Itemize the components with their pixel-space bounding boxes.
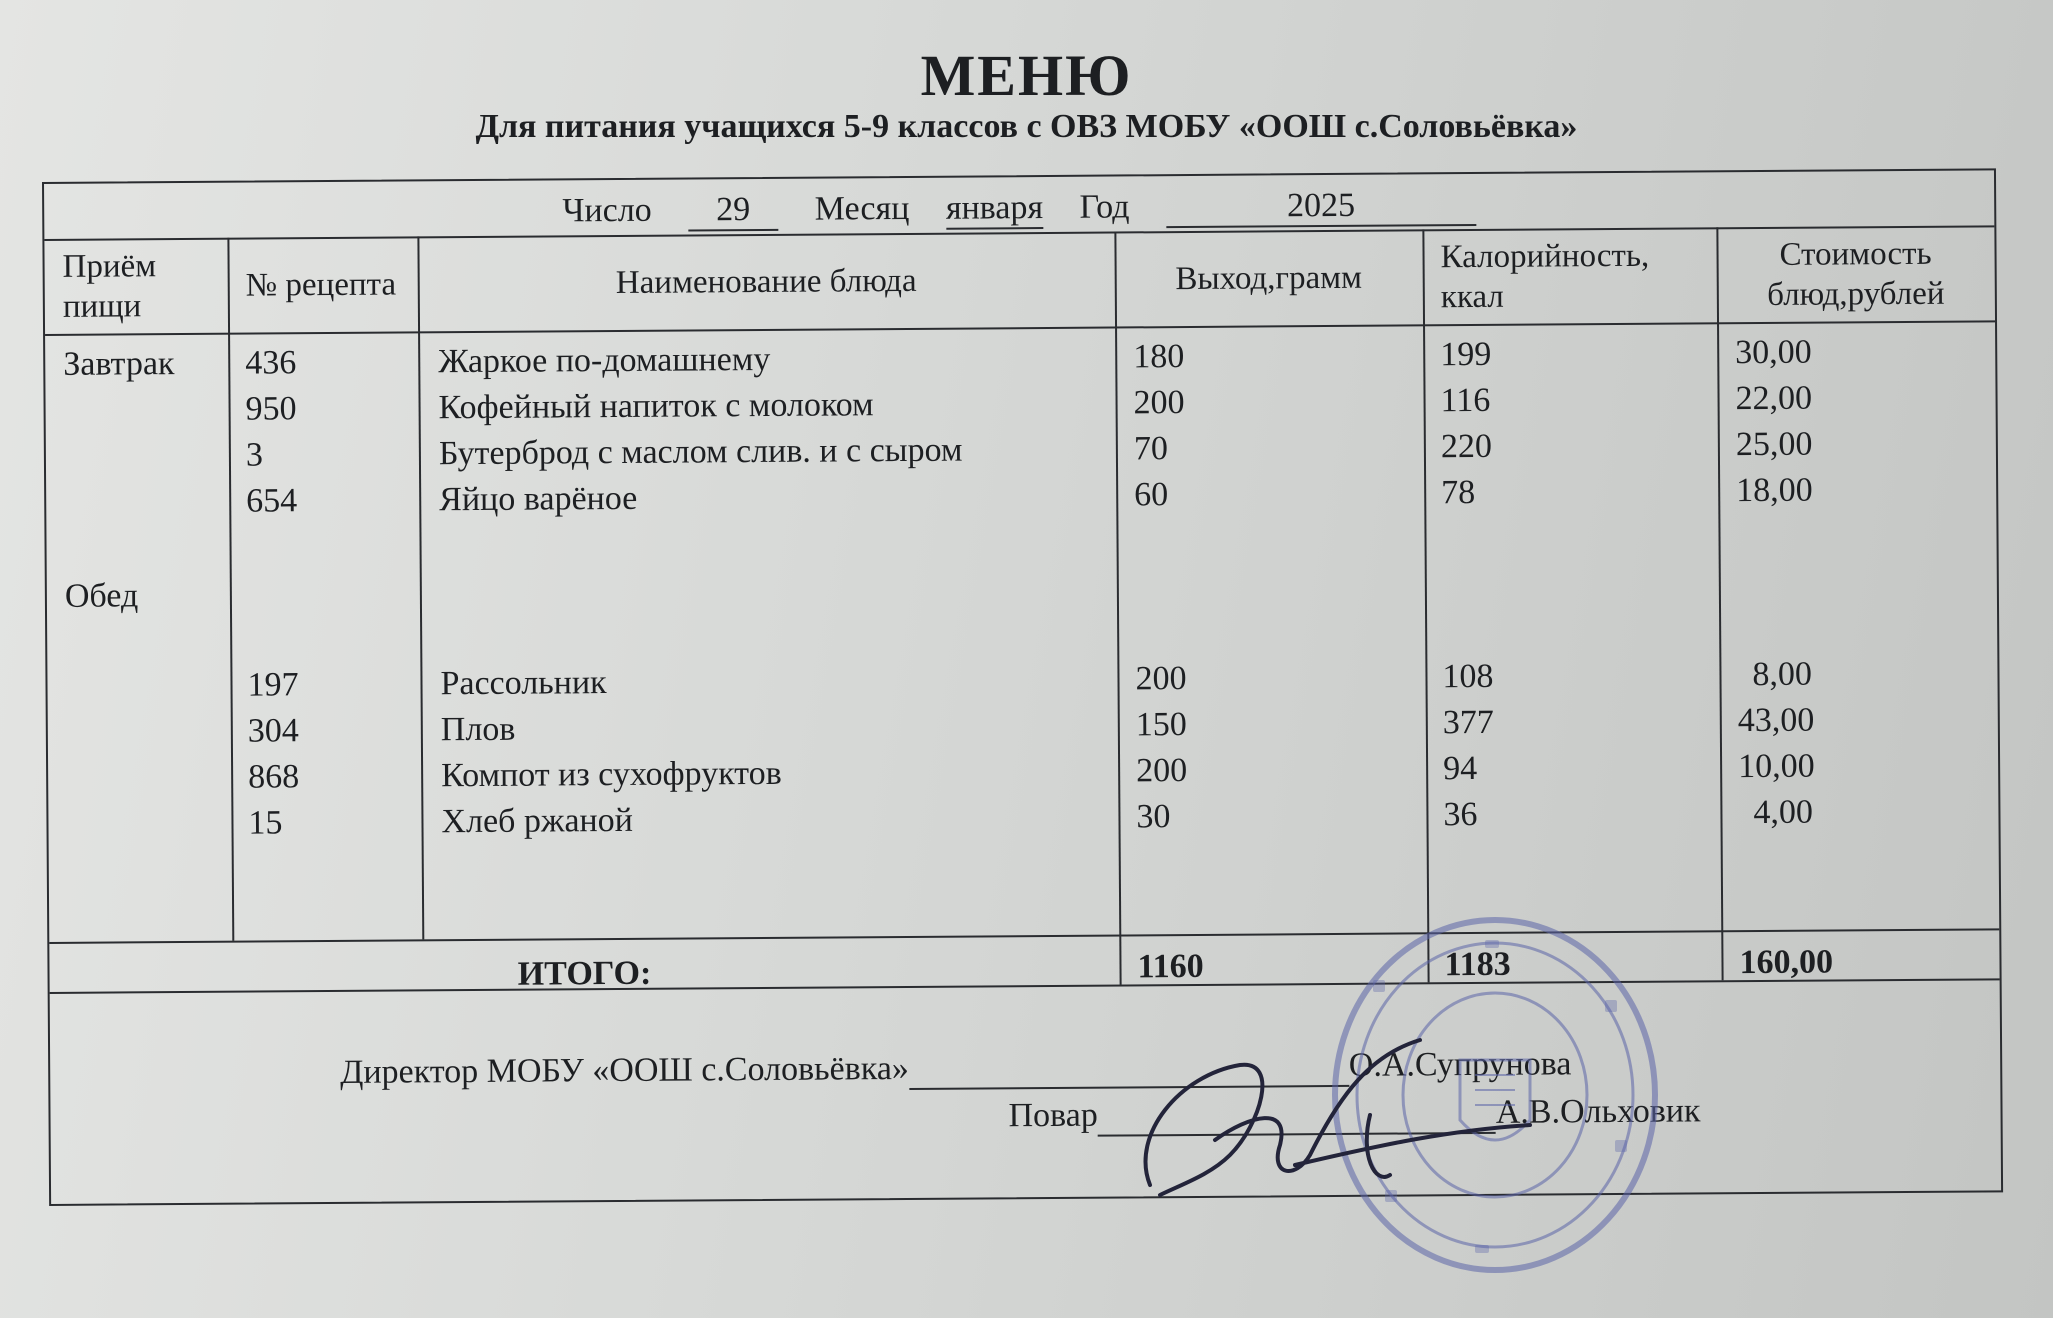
- dish-calories: 78: [1441, 474, 1476, 512]
- dish-cost: 43,00: [1737, 701, 1815, 740]
- meal-lunch: Обед: [64, 577, 139, 615]
- column-divider: [1716, 227, 1723, 980]
- dish-cost: 25,00: [1735, 425, 1813, 464]
- dish-weight: 70: [1133, 430, 1169, 468]
- header-calories: Калорийность, ккал: [1440, 237, 1650, 315]
- year-value: 2025: [1166, 186, 1476, 228]
- dish-weight: 200: [1133, 384, 1185, 422]
- meal-breakfast: Завтрак: [63, 345, 175, 383]
- dish-name: Рассольник: [440, 664, 607, 703]
- dish-cost: 30,00: [1735, 333, 1812, 372]
- dish-name: Плов: [440, 710, 516, 749]
- dish-cost: 18,00: [1736, 471, 1813, 510]
- month-label: Месяц: [814, 189, 910, 228]
- dish-calories: 36: [1443, 795, 1478, 834]
- column-divider: [1422, 229, 1429, 982]
- dish-name: Бутерброд с маслом слив. и с сыром: [438, 431, 963, 473]
- total-label: ИТОГО:: [517, 954, 652, 993]
- dish-calories: 377: [1442, 703, 1494, 742]
- dish-name: Хлеб ржаной: [441, 801, 633, 841]
- dish-weight: 60: [1134, 476, 1169, 514]
- cook-name: А.В.Ольховик: [1495, 1092, 1701, 1131]
- menu-subtitle: Для питания учащихся 5-9 классов с ОВЗ МОБУ «ООШ с.Соловьёвка»: [475, 108, 1578, 145]
- dish-weight: 30: [1136, 798, 1171, 836]
- column-divider: [417, 236, 424, 939]
- dish-cost: 10,00: [1737, 747, 1815, 786]
- dish-weight: 200: [1135, 660, 1187, 698]
- column-divider: [227, 238, 234, 941]
- year-label: Год: [1079, 188, 1130, 226]
- cook-label: Повар: [1008, 1096, 1098, 1135]
- dish-calories: 199: [1440, 335, 1492, 374]
- total-weight: 1160: [1137, 947, 1204, 986]
- dish-weight: 150: [1135, 706, 1187, 744]
- recipe-number: 15: [248, 804, 283, 842]
- header-meal: Приём пищи: [62, 247, 157, 325]
- menu-table: [42, 168, 2003, 1206]
- dish-cost: 8,00: [1752, 655, 1813, 694]
- dish-name: Кофейный напиток с молоком: [438, 386, 874, 427]
- day-label: Число: [562, 191, 652, 230]
- dish-calories: 116: [1440, 381, 1491, 420]
- header-weight: Выход,грамм: [1175, 259, 1363, 297]
- dish-name: Компот из сухофруктов: [441, 754, 782, 795]
- recipe-number: 868: [248, 758, 300, 796]
- month-value: января: [946, 189, 1043, 230]
- director-label: Директор МОБУ «ООШ с.Соловьёвка»: [340, 1049, 909, 1091]
- day-value: 29: [688, 191, 778, 232]
- menu-title: МЕНЮ: [920, 43, 1133, 108]
- dish-calories: 108: [1442, 657, 1494, 696]
- dish-weight: 180: [1133, 338, 1185, 376]
- recipe-number: 950: [245, 390, 297, 428]
- dish-name: Жаркое по-домашнему: [438, 340, 771, 381]
- recipe-number: 197: [247, 666, 299, 704]
- header-recipe: № рецепта: [245, 266, 397, 304]
- dish-calories: 220: [1440, 427, 1493, 466]
- recipe-number: 436: [245, 344, 297, 382]
- dish-cost: 4,00: [1753, 793, 1814, 832]
- recipe-number: 304: [247, 712, 299, 750]
- header-cost: Стоимость блюд,рублей: [1767, 235, 1945, 313]
- dish-calories: 94: [1443, 749, 1478, 788]
- column-divider: [1114, 232, 1121, 985]
- dish-weight: 200: [1136, 752, 1188, 790]
- dish-name: Яйцо варёное: [439, 479, 638, 519]
- total-calories: 1183: [1444, 945, 1511, 984]
- dish-cost: 22,00: [1735, 379, 1813, 418]
- total-cost: 160,00: [1739, 943, 1834, 982]
- recipe-number: 654: [246, 482, 298, 520]
- recipe-number: 3: [245, 436, 264, 474]
- header-dish: Наименование блюда: [615, 262, 917, 301]
- total-top-divider: [49, 928, 1999, 944]
- director-name: О.А.Супрунова: [1348, 1045, 1572, 1084]
- signature-icon: [1120, 1035, 1540, 1215]
